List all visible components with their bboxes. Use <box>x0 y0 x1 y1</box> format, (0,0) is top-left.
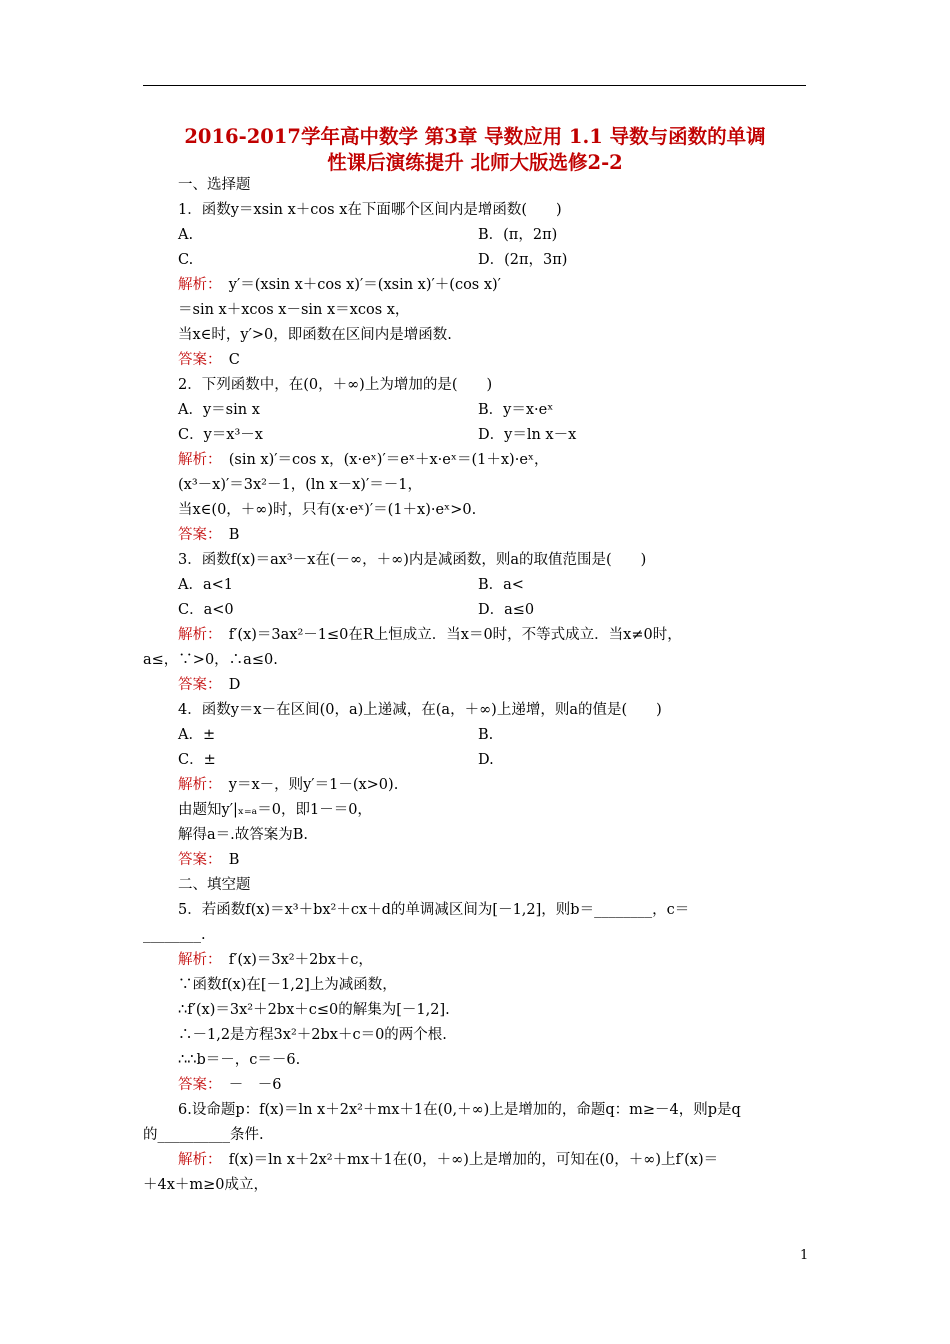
document-title-line-1: 2016-2017学年高中数学 第3章 导数应用 1.1 导数与函数的单调 <box>184 125 766 148</box>
line-text: a≤，∵>0，∴a≤0. <box>143 652 278 668</box>
line-text: ∴－1,2是方程3x²＋2bx＋c＝0的两个根. <box>178 1027 447 1043</box>
line-text: f′(x)＝3ax²－1≤0在R上恒成立．当x＝0时，不等式成立．当x≠0时， <box>214 627 682 643</box>
text-line <box>178 276 501 294</box>
text-line <box>178 426 263 444</box>
line-text: 当x∈时，y′>0，即函数在区间内是增函数. <box>178 327 452 343</box>
answer-label: 答案： <box>178 677 215 693</box>
line-text: 2．下列函数中，在(0，＋∞)上为增加的是( ) <box>178 377 493 393</box>
text-line <box>178 451 549 469</box>
line-text: D．a≤0 <box>478 602 535 618</box>
answer-label: 解析： <box>178 452 215 468</box>
text-line <box>478 576 524 594</box>
text-line <box>478 426 576 444</box>
text-line <box>178 401 260 419</box>
answer-label: 答案： <box>178 352 215 368</box>
text-line <box>178 376 492 394</box>
document-title-line-2: 性课后演练提升 北师大版选修2-2 <box>327 151 623 174</box>
text-line <box>178 826 308 844</box>
answer-label: 答案： <box>178 1077 215 1093</box>
line-text: B．y＝x·eˣ <box>478 402 554 418</box>
text-line <box>178 301 409 319</box>
text-line <box>143 1126 264 1144</box>
text-line <box>178 1001 450 1019</box>
line-text: 二、填空题 <box>178 877 251 893</box>
text-line <box>478 226 557 244</box>
text-line <box>178 326 452 344</box>
answer-label: 解析： <box>178 627 215 643</box>
line-text: ∵函数f(x)在[－1,2]上为减函数， <box>178 977 397 993</box>
line-text: ∴∴b＝－，c＝－6. <box>178 1052 301 1068</box>
text-line <box>178 526 239 544</box>
text-line <box>178 476 422 494</box>
line-text: f(x)＝ln x＋2x²＋mx＋1在(0，＋∞)上是增加的，可知在(0，＋∞)上f′(x)＝ <box>214 1152 719 1168</box>
text-line <box>178 351 240 369</box>
text-line <box>178 751 216 769</box>
line-text: y＝x－，则y′＝1－(x>0). <box>214 777 399 793</box>
answer-label: 答案： <box>178 852 215 868</box>
line-text: 4．函数y＝x－在区间(0，a)上递减，在(a，＋∞)上递增，则a的值是( ) <box>178 702 662 718</box>
line-text: ＝sin x＋xcos x－sin x＝xcos x， <box>178 302 410 318</box>
line-text: y′＝(xsin x＋cos x)′＝(xsin x)′＋(cos x)′ <box>214 277 501 293</box>
text-line <box>178 1076 281 1094</box>
line-text: － －6 <box>214 1077 282 1093</box>
answer-label: 解析： <box>178 952 215 968</box>
text-line <box>178 776 398 794</box>
line-text: C．± <box>178 752 216 768</box>
line-text: B <box>214 527 240 543</box>
line-text: ∴f′(x)＝3x²＋2bx＋c≤0的解集为[－1,2]. <box>178 1002 450 1018</box>
text-line <box>178 701 662 719</box>
header-rule <box>143 85 806 86</box>
text-line <box>178 951 373 969</box>
text-line <box>178 1151 718 1169</box>
text-line <box>178 801 372 819</box>
text-line <box>178 226 193 244</box>
line-text: ________. <box>143 927 206 943</box>
answer-label: 解析： <box>178 777 215 793</box>
text-line <box>178 201 562 219</box>
text-line <box>143 651 278 669</box>
text-line <box>143 1176 268 1194</box>
text-line <box>178 876 251 894</box>
text-line <box>478 751 494 769</box>
text-line <box>478 726 493 744</box>
text-line <box>178 726 215 744</box>
line-text: f′(x)＝3x²＋2bx＋c， <box>214 952 373 968</box>
line-text: 当x∈(0，＋∞)时，只有(x·eˣ)′＝(1＋x)·eˣ>0. <box>178 502 477 518</box>
line-text: 1．函数y＝xsin x＋cos x在下面哪个区间内是增函数( ) <box>178 202 562 218</box>
line-text: (x³－x)′＝3x²－1，(ln x－x)′＝－1， <box>178 477 422 493</box>
line-text: 的__________条件. <box>143 1127 264 1143</box>
line-text: B <box>214 852 240 868</box>
text-line <box>478 401 553 419</box>
line-text: A. <box>178 227 194 243</box>
text-line <box>178 601 234 619</box>
line-text: 5．若函数f(x)＝x³＋bx²＋cx＋d的单调减区间为[－1,2]，则b＝________，c＝ <box>178 902 690 918</box>
text-line <box>178 576 233 594</box>
answer-label: 答案： <box>178 527 215 543</box>
line-text: D. <box>478 752 494 768</box>
answer-label: 解析： <box>178 277 215 293</box>
line-text: A．± <box>178 727 216 743</box>
line-text: C．y＝x³－x <box>178 427 263 443</box>
line-text: B. <box>478 727 494 743</box>
text-line <box>178 976 397 994</box>
line-text: A．a<1 <box>178 577 233 593</box>
line-text: C．a<0 <box>178 602 234 618</box>
text-line <box>178 676 240 694</box>
line-text: C. <box>178 252 194 268</box>
line-text: 6.设命题p：f(x)＝ln x＋2x²＋mx＋1在(0,＋∞)上是增加的，命题q：m≥－4，则p是q <box>178 1102 741 1118</box>
text-line <box>178 1051 300 1069</box>
line-text: D <box>214 677 241 693</box>
text-line <box>178 1101 741 1119</box>
line-text: A．y＝sin x <box>178 402 260 418</box>
text-line <box>178 1026 447 1044</box>
line-text: B．(π，2π) <box>478 227 558 243</box>
line-text: B．a< <box>478 577 524 593</box>
answer-label: 解析： <box>178 1152 215 1168</box>
line-text: 解得a＝.故答案为B. <box>178 827 309 843</box>
line-text: C <box>214 352 240 368</box>
text-line <box>178 626 682 644</box>
line-text: D．y＝ln x－x <box>478 427 577 443</box>
page-number: 1 <box>800 1248 809 1263</box>
line-text: 一、选择题 <box>178 177 251 193</box>
line-text: 由题知y′|ₓ₌ₐ＝0，即1－＝0， <box>178 802 372 818</box>
text-line <box>178 901 689 919</box>
text-line <box>478 251 567 269</box>
text-line <box>178 251 193 269</box>
text-line <box>178 176 251 194</box>
text-line <box>178 551 646 569</box>
line-text: 3．函数f(x)＝ax³－x在(－∞，＋∞)内是减函数，则a的取值范围是( ) <box>178 552 647 568</box>
text-line <box>478 601 534 619</box>
text-line <box>178 851 239 869</box>
line-text: (sin x)′＝cos x，(x·eˣ)′＝eˣ＋x·eˣ＝(1＋x)·eˣ， <box>214 452 549 468</box>
text-line <box>143 926 206 944</box>
line-text: ＋4x＋m≥0成立， <box>143 1177 269 1193</box>
line-text: D．(2π，3π) <box>478 252 568 268</box>
text-line <box>178 501 476 519</box>
